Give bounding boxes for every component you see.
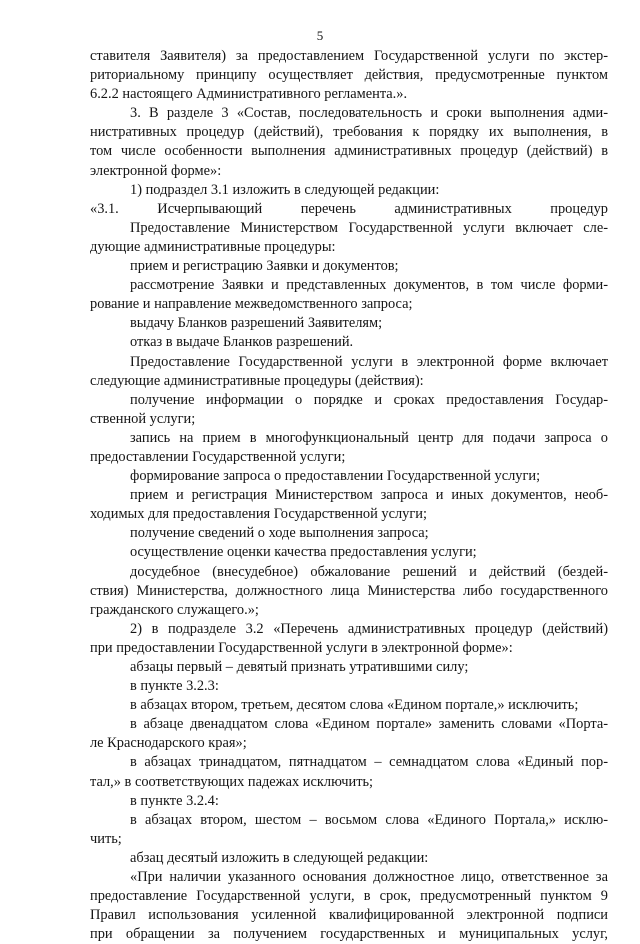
text-line: дующие административные процедуры: <box>90 238 336 255</box>
text-line: Предоставление Министерством Государственной услуги включает сле- <box>130 219 608 236</box>
text-line: ставителя Заявителя) за предоставлением Государственной услуги по экстер- <box>90 48 608 64</box>
text-line: ходимых для предоставления Государственной услуги; <box>90 506 427 523</box>
text-line: 2) в подразделе 3.2 «Перечень административных процедур (действий) <box>130 620 608 637</box>
text-line: Предоставление Государственной услуги в электронной форме включает <box>130 353 608 370</box>
text-line: чить; <box>90 830 122 847</box>
document-body <box>90 47 608 944</box>
text-line: запись на прием в многофункциональный центр для подачи запроса о <box>130 429 608 446</box>
text-line: в абзаце двенадцатом слова «Едином портале» заменить словами «Порта- <box>130 716 608 733</box>
text-line: ственной услуги; <box>90 410 196 427</box>
text-line: тал,» в соответствующих падежах исключить; <box>90 773 374 790</box>
text-line: электронной форме»: <box>90 162 222 179</box>
page-number: 5 <box>316 28 324 43</box>
text-line: абзац десятый изложить в следующей редакции: <box>130 849 429 866</box>
text-line: формирование запроса о предоставлении Государственной услуги; <box>130 468 541 485</box>
text-line: 6.2.2 настоящего Административного регламента.». <box>90 86 408 103</box>
text-line: том числе особенности выполнения административных процедур (действий) в <box>90 143 608 160</box>
text-line: нистративных процедур (действий), требования к порядку их выполнения, в <box>90 124 608 141</box>
text-line: «При наличии указанного основания должностное лицо, ответственное за <box>130 869 608 886</box>
text-line: ле Краснодарского края»; <box>90 735 247 752</box>
text-line: следующие административные процедуры (действия): <box>90 372 424 389</box>
text-line: отказ в выдаче Бланков разрешений. <box>130 334 354 351</box>
text-line: предоставлении Государственной услуги; <box>90 448 346 465</box>
text-line: в абзацах тринадцатом, пятнадцатом – семнадцатом слова «Единый пор- <box>130 754 608 771</box>
text-line: прием и регистрация Министерством запроса и иных документов, необ- <box>130 487 608 504</box>
text-line: выдачу Бланков разрешений Заявителям; <box>130 315 383 332</box>
text-line: 3. В разделе 3 «Состав, последовательность и сроки выполнения адми- <box>130 105 608 122</box>
text-line: предоставление Государственной услуги, в срок, предусмотренный пунктом 9 <box>90 888 608 905</box>
text-line: при предоставлении Государственной услуги в электронной форме»: <box>90 639 513 656</box>
text-line: в пункте 3.2.3: <box>130 678 219 695</box>
text-line: в пункте 3.2.4: <box>130 792 219 809</box>
text-line: 1) подраздел 3.1 изложить в следующей редакции: <box>130 181 440 198</box>
text-line: риториальному принципу осуществляет действия, предусмотренные пунктом <box>90 67 608 84</box>
text-line: гражданского служащего.»; <box>90 601 259 618</box>
text-line: получение информации о порядке и сроках предоставления Государ- <box>130 391 608 408</box>
text-line: «3.1. Исчерпывающий перечень административных процедур <box>90 200 608 217</box>
text-line: при обращении за получением государственных и муниципальных услуг, <box>90 926 608 943</box>
text-line: ствия) Министерства, должностного лица Министерства либо государственного <box>90 582 608 599</box>
text-line: в абзацах втором, третьем, десятом слова «Едином портале,» исключить; <box>130 697 579 714</box>
text-line: Правил использования усиленной квалифицированной электронной подписи <box>90 907 608 924</box>
text-line: прием и регистрацию Заявки и документов; <box>130 258 399 275</box>
text-line: досудебное (внесудебное) обжалование решений и действий (бездей- <box>130 563 608 580</box>
text-line: рассмотрение Заявки и представленных документов, в том числе форми- <box>130 277 608 294</box>
text-line: получение сведений о ходе выполнения запроса; <box>130 525 429 542</box>
text-line: рование и направление межведомственного запроса; <box>90 296 413 313</box>
text-line: осуществление оценки качества предоставления услуги; <box>130 544 477 561</box>
text-line: в абзацах втором, шестом – восьмом слова «Единого Портала,» исклю- <box>130 811 608 828</box>
text-line: абзацы первый – девятый признать утратившими силу; <box>130 659 469 675</box>
